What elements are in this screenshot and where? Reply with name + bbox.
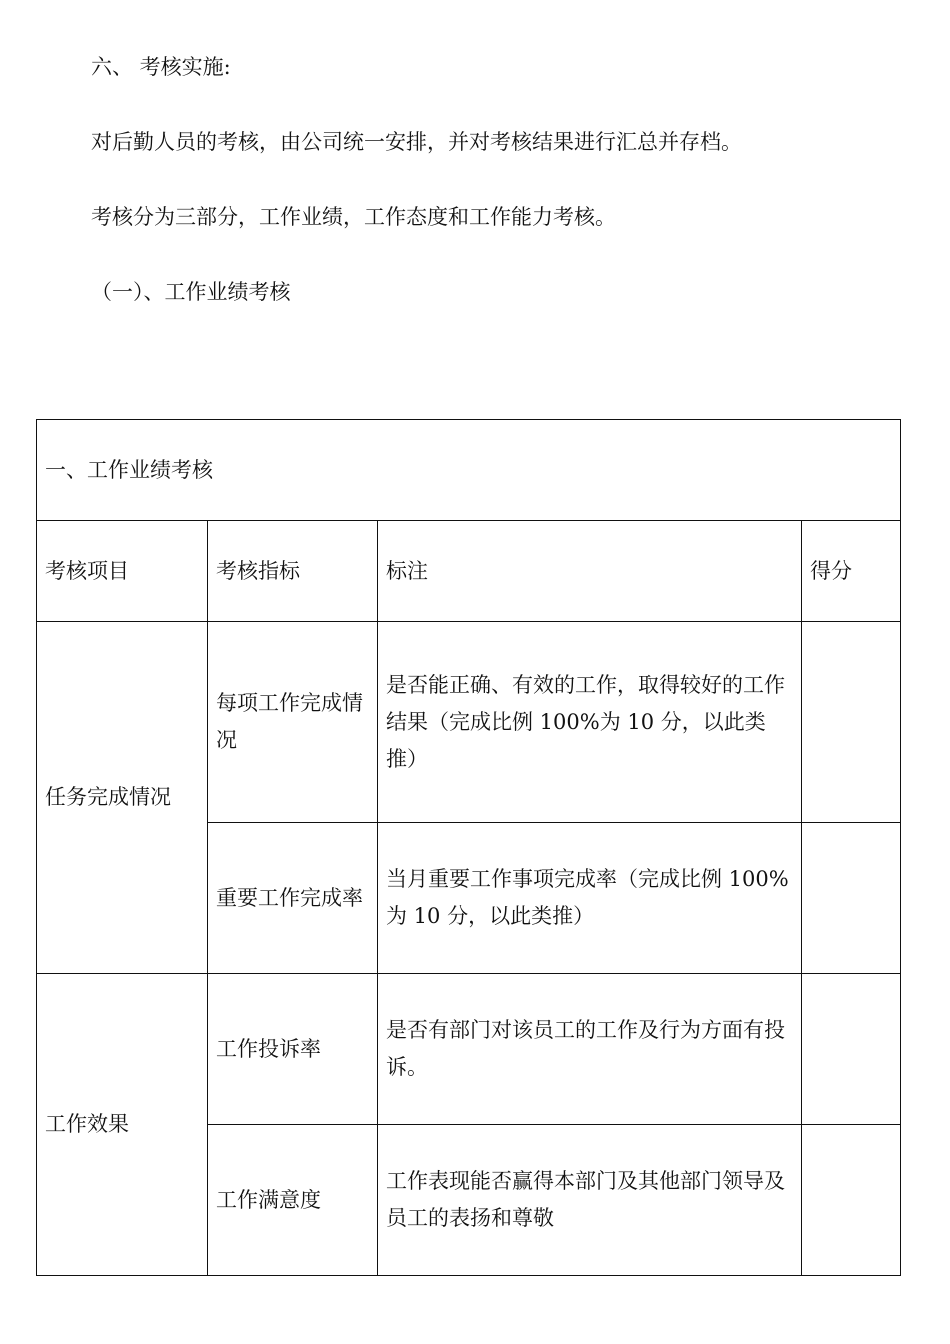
section-heading: 六、 考核实施: bbox=[91, 55, 231, 79]
header-assessment-indicator: 考核指标 bbox=[208, 521, 378, 622]
intro-paragraph-1: 对后勤人员的考核，由公司统一安排，并对考核结果进行汇总并存档。 bbox=[91, 130, 742, 154]
indicator-cell: 每项工作完成情况 bbox=[208, 622, 378, 823]
score-cell[interactable] bbox=[802, 974, 901, 1125]
table-title: 一、工作业绩考核 bbox=[37, 420, 901, 521]
assessment-item-cell: 工作效果 bbox=[37, 974, 208, 1276]
note-cell: 是否能正确、有效的工作，取得较好的工作结果（完成比例 100%为 10 分，以此类推） bbox=[378, 622, 802, 823]
score-cell[interactable] bbox=[802, 823, 901, 974]
indicator-cell: 工作投诉率 bbox=[208, 974, 378, 1125]
note-cell: 是否有部门对该员工的工作及行为方面有投诉。 bbox=[378, 974, 802, 1125]
subsection-heading: （一）、工作业绩考核 bbox=[91, 280, 291, 304]
note-cell: 工作表现能否赢得本部门及其他部门领导及员工的表扬和尊敬 bbox=[378, 1125, 802, 1276]
indicator-cell: 工作满意度 bbox=[208, 1125, 378, 1276]
score-cell[interactable] bbox=[802, 622, 901, 823]
score-cell[interactable] bbox=[802, 1125, 901, 1276]
table-title-row bbox=[37, 420, 901, 521]
header-note: 标注 bbox=[378, 521, 802, 622]
note-cell: 当月重要工作事项完成率（完成比例 100%为 10 分，以此类推） bbox=[378, 823, 802, 974]
table-header-row bbox=[37, 521, 901, 622]
header-assessment-item: 考核项目 bbox=[37, 521, 208, 622]
indicator-cell: 重要工作完成率 bbox=[208, 823, 378, 974]
table-row bbox=[37, 622, 901, 823]
intro-paragraph-2: 考核分为三部分，工作业绩，工作态度和工作能力考核。 bbox=[91, 205, 616, 229]
performance-assessment-table bbox=[36, 419, 901, 1276]
assessment-item-cell: 任务完成情况 bbox=[37, 622, 208, 974]
header-score: 得分 bbox=[802, 521, 901, 622]
table-row bbox=[37, 974, 901, 1125]
